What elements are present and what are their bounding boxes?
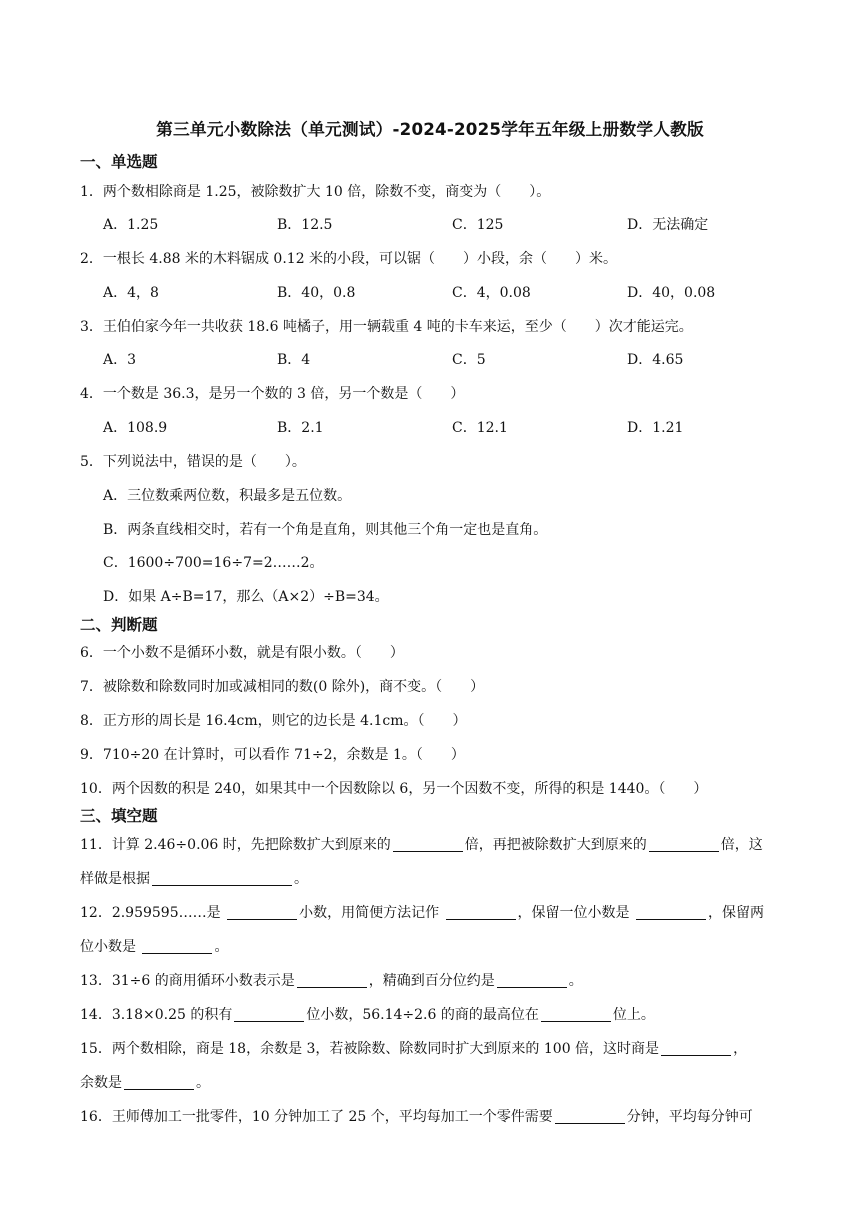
- answer-blank: [393, 836, 463, 852]
- question-10: 10．两个因数的积是 240，如果其中一个因数除以 6，另一个因数不变，所得的积是 1440。（ ）: [80, 781, 708, 797]
- answer-blank: [152, 870, 292, 886]
- question-4: 4．一个数是 36.3，是另一个数的 3 倍，另一个数是（ ）: [80, 386, 465, 402]
- answer-blank: [234, 1006, 304, 1022]
- page-title: 第三单元小数除法（单元测试）-2024-2025学年五年级上册数学人教版: [156, 120, 704, 139]
- section-heading-single-choice: 一、单选题: [80, 153, 158, 171]
- question-7: 7．被除数和除数同时加或减相同的数(0 除外)，商不变。（ ）: [80, 679, 485, 695]
- q13-text-1: 13．31÷6 的商用循环小数表示是: [80, 973, 295, 989]
- q3-option-c: C．5: [452, 352, 486, 368]
- q11-text-2: 倍，再把被除数扩大到原来的: [464, 837, 647, 853]
- answer-blank: [555, 1108, 625, 1124]
- q16-text-1: 16．王师傅加工一批零件，10 分钟加工了 25 个，平均每加工一个零件需要: [80, 1109, 553, 1125]
- answer-blank: [636, 904, 706, 920]
- q12-text-6: 。: [214, 939, 229, 955]
- q4-option-a: A．108.9: [103, 420, 168, 436]
- q15-text-2: ，: [733, 1041, 748, 1057]
- answer-blank: [227, 904, 297, 920]
- q5-option-c: C．1600÷700=16÷7=2……2。: [103, 555, 324, 571]
- q15-text-3: 余数是: [80, 1075, 122, 1091]
- q4-option-d: D．1.21: [627, 420, 684, 436]
- answer-blank: [661, 1040, 731, 1056]
- q13-text-3: 。: [568, 973, 583, 989]
- question-14: [80, 1004, 655, 1024]
- question-11: [80, 834, 763, 854]
- q5-option-b: B．两条直线相交时，若有一个角是直角，则其他三个角一定也是直角。: [103, 522, 548, 538]
- q12-text-5: 位小数是: [80, 939, 141, 955]
- q11-text-5: 。: [294, 871, 308, 887]
- q3-option-d: D．4.65: [627, 352, 684, 368]
- question-3: 3．王伯伯家今年一共收获 18.6 吨橘子，用一辆载重 4 吨的卡车来运，至少（ ）次才能运完。: [80, 319, 693, 335]
- section-heading-fill-blank: 三、填空题: [80, 807, 158, 825]
- question-15-cont: [80, 1072, 210, 1092]
- question-5: 5．下列说法中，错误的是（ ）。: [80, 454, 306, 470]
- q12-text-2: 小数，用简便方法记作: [299, 905, 444, 921]
- question-13: [80, 970, 583, 990]
- q13-text-2: ，精确到百分位约是: [368, 973, 495, 989]
- answer-blank: [142, 938, 212, 954]
- question-12-cont: [80, 936, 228, 956]
- question-1: 1．两个数相除商是 1.25，被除数扩大 10 倍，除数不变，商变为（ ）。: [80, 184, 551, 200]
- q16-text-2: 分钟，平均每分钟可: [626, 1109, 753, 1125]
- q15-text-1: 15．两个数相除，商是 18，余数是 3，若被除数、除数同时扩大到原来的 100 倍，这时商是: [80, 1041, 660, 1057]
- q4-option-b: B．2.1: [277, 420, 324, 436]
- q11-text-4: 样做是根据: [80, 871, 150, 887]
- answer-blank: [124, 1074, 194, 1090]
- q12-text-4: ，保留两: [707, 905, 764, 921]
- q3-option-a: A．3: [103, 352, 137, 368]
- question-2: 2．一根长 4.88 米的木料锯成 0.12 米的小段，可以锯（ ）小段，余（ ）米。: [80, 251, 618, 267]
- q4-option-c: C．12.1: [452, 420, 508, 436]
- question-11-cont: [80, 868, 308, 888]
- q2-option-b: B．40，0.8: [277, 285, 356, 301]
- q14-text-1: 14．3.18×0.25 的积有: [80, 1007, 233, 1023]
- question-15: [80, 1038, 747, 1058]
- q2-option-d: D．40，0.08: [627, 285, 716, 301]
- answer-blank: [649, 836, 719, 852]
- q12-text-3: ，保留一位小数是: [517, 905, 634, 921]
- q11-text-1: 11．计算 2.46÷0.06 时，先把除数扩大到原来的: [80, 837, 391, 853]
- q1-option-d: D．无法确定: [627, 217, 709, 233]
- q3-option-b: B．4: [277, 352, 311, 368]
- q2-option-a: A．4，8: [103, 285, 159, 301]
- question-16: [80, 1106, 753, 1126]
- q2-option-c: C．4，0.08: [452, 285, 531, 301]
- answer-blank: [497, 972, 567, 988]
- q1-option-c: C．125: [452, 217, 504, 233]
- question-12: [80, 902, 764, 922]
- q12-text-1: 12．2.959595……是: [80, 905, 226, 921]
- question-8: 8．正方形的周长是 16.4cm，则它的边长是 4.1cm。（ ）: [80, 713, 467, 729]
- question-9: 9．710÷20 在计算时，可以看作 71÷2，余数是 1。（ ）: [80, 747, 465, 763]
- q11-text-3: 倍，这: [720, 837, 763, 853]
- q1-option-b: B．12.5: [277, 217, 333, 233]
- section-heading-true-false: 二、判断题: [80, 616, 158, 634]
- answer-blank: [297, 972, 367, 988]
- q15-text-4: 。: [196, 1075, 210, 1091]
- q14-text-2: 位小数，56.14÷2.6 的商的最高位在: [306, 1007, 539, 1023]
- q5-option-d: D．如果 A÷B=17，那么（A×2）÷B=34。: [103, 589, 389, 605]
- answer-blank: [446, 904, 516, 920]
- answer-blank: [541, 1006, 611, 1022]
- q14-text-3: 位上。: [612, 1007, 655, 1023]
- q5-option-a: A．三位数乘两位数，积最多是五位数。: [103, 488, 352, 504]
- question-6: 6．一个小数不是循环小数，就是有限小数。（ ）: [80, 645, 404, 661]
- q1-option-a: A．1.25: [103, 217, 159, 233]
